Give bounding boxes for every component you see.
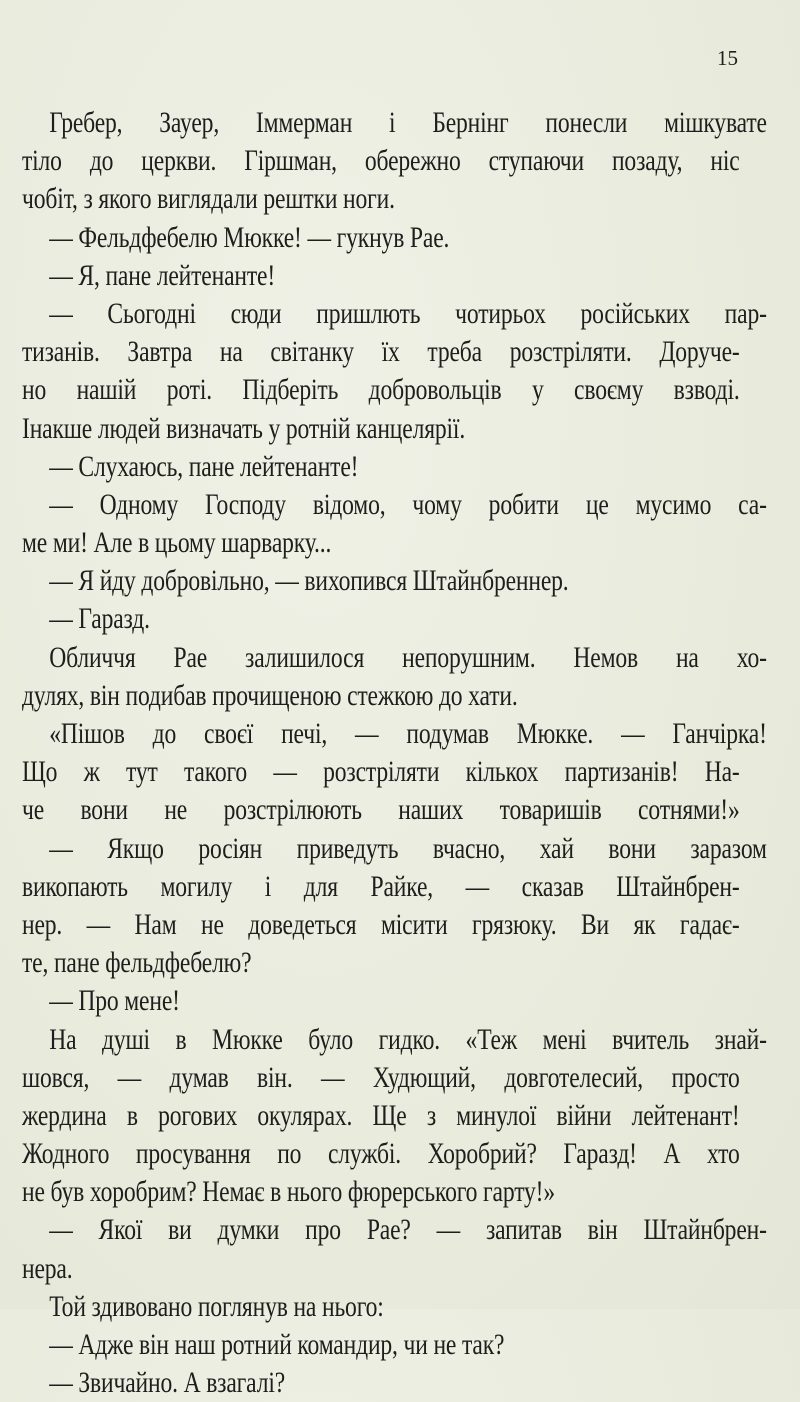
text-line: На душі в Мюкке було гидко. «Теж мені вчитель знай- [49, 1023, 767, 1056]
text-line: тизанів. Завтра на світанку їх треба розстріляти. Доруче- [22, 336, 740, 369]
text-line: не був хоробрим? Немає в нього фюрерського гарту!» [22, 1176, 556, 1209]
text-line: Жодного просування по службі. Хоробрий? Гаразд! А хто [22, 1138, 740, 1171]
text-line: Що ж тут такого — розстріляти кількох партизанів! На- [22, 756, 740, 789]
text-line: Гребер, Зауер, Іммерман і Бернінг понесли мішкувате [49, 107, 767, 139]
text-line: ме ми! Але в цьому шарварку... [22, 527, 332, 560]
text-line: дулях, він подибав прочищеною стежкою до хати. [22, 679, 518, 712]
text-line: нера. [22, 1252, 73, 1285]
text-line: — Я йду добровільно, — вихопився Штайнбреннер. [49, 565, 569, 598]
text-line: — Я, пане лейтенанте! [49, 259, 276, 292]
text-line: Той здивовано поглянув на нього: [49, 1290, 384, 1323]
text-line: — Слухаюсь, пане лейтенанте! [49, 450, 359, 483]
text-line: — Гаразд. [49, 603, 150, 636]
text-line: — Фельдфебелю Мюкке! — гукнув Рае. [49, 221, 450, 254]
text-line: — Адже він наш ротний командир, чи не так? [49, 1329, 505, 1361]
text-line: викопають могилу і для Райке, — сказав Штайнбрен- [22, 870, 740, 903]
text-line: Інакше людей визначать у ротній канцелярії. [22, 412, 466, 445]
text-line: нер. — Нам не доведеться місити грязюку. Ви як гадає- [22, 908, 740, 941]
text-line: — Про мене! [49, 985, 180, 1018]
text-line: — Якої ви думки про Рае? — запитав він Штайнбрен- [49, 1214, 767, 1247]
text-line: «Пішов до своєї печі, — подумав Мюкке. — Ганчірка! [49, 718, 767, 750]
page-number: 15 [717, 46, 738, 70]
book-text-body [22, 104, 767, 1402]
text-line: че вони не розстрілюють наших товаришів сотнями!» [22, 794, 740, 827]
text-line: тіло до церкви. Гіршман, обережно ступаючи позаду, ніс [22, 145, 740, 178]
text-line: чобіт, з якого виглядали рештки ноги. [22, 183, 395, 216]
text-line: те, пане фельдфебелю? [22, 947, 252, 980]
text-line: — Одному Господу відомо, чому робити це мусимо са- [49, 488, 767, 521]
text-line: Обличчя Рае залишилося непорушним. Немов на хо- [49, 641, 767, 674]
text-line: — Сьогодні сюди пришлють чотирьох російських пар- [49, 297, 767, 330]
text-line: — Якщо росіян приведуть вчасно, хай вони заразом [49, 832, 767, 865]
text-line: — Звичайно. А взагалі? [49, 1367, 286, 1400]
text-line: но нашій роті. Підберіть добровольців у своєму взводі. [22, 374, 740, 407]
text-line: жердина в рогових окулярах. Ще з минулої війни лейтенант! [22, 1099, 740, 1132]
text-line: шовся, — думав він. — Худющий, довготелесий, просто [22, 1061, 740, 1094]
